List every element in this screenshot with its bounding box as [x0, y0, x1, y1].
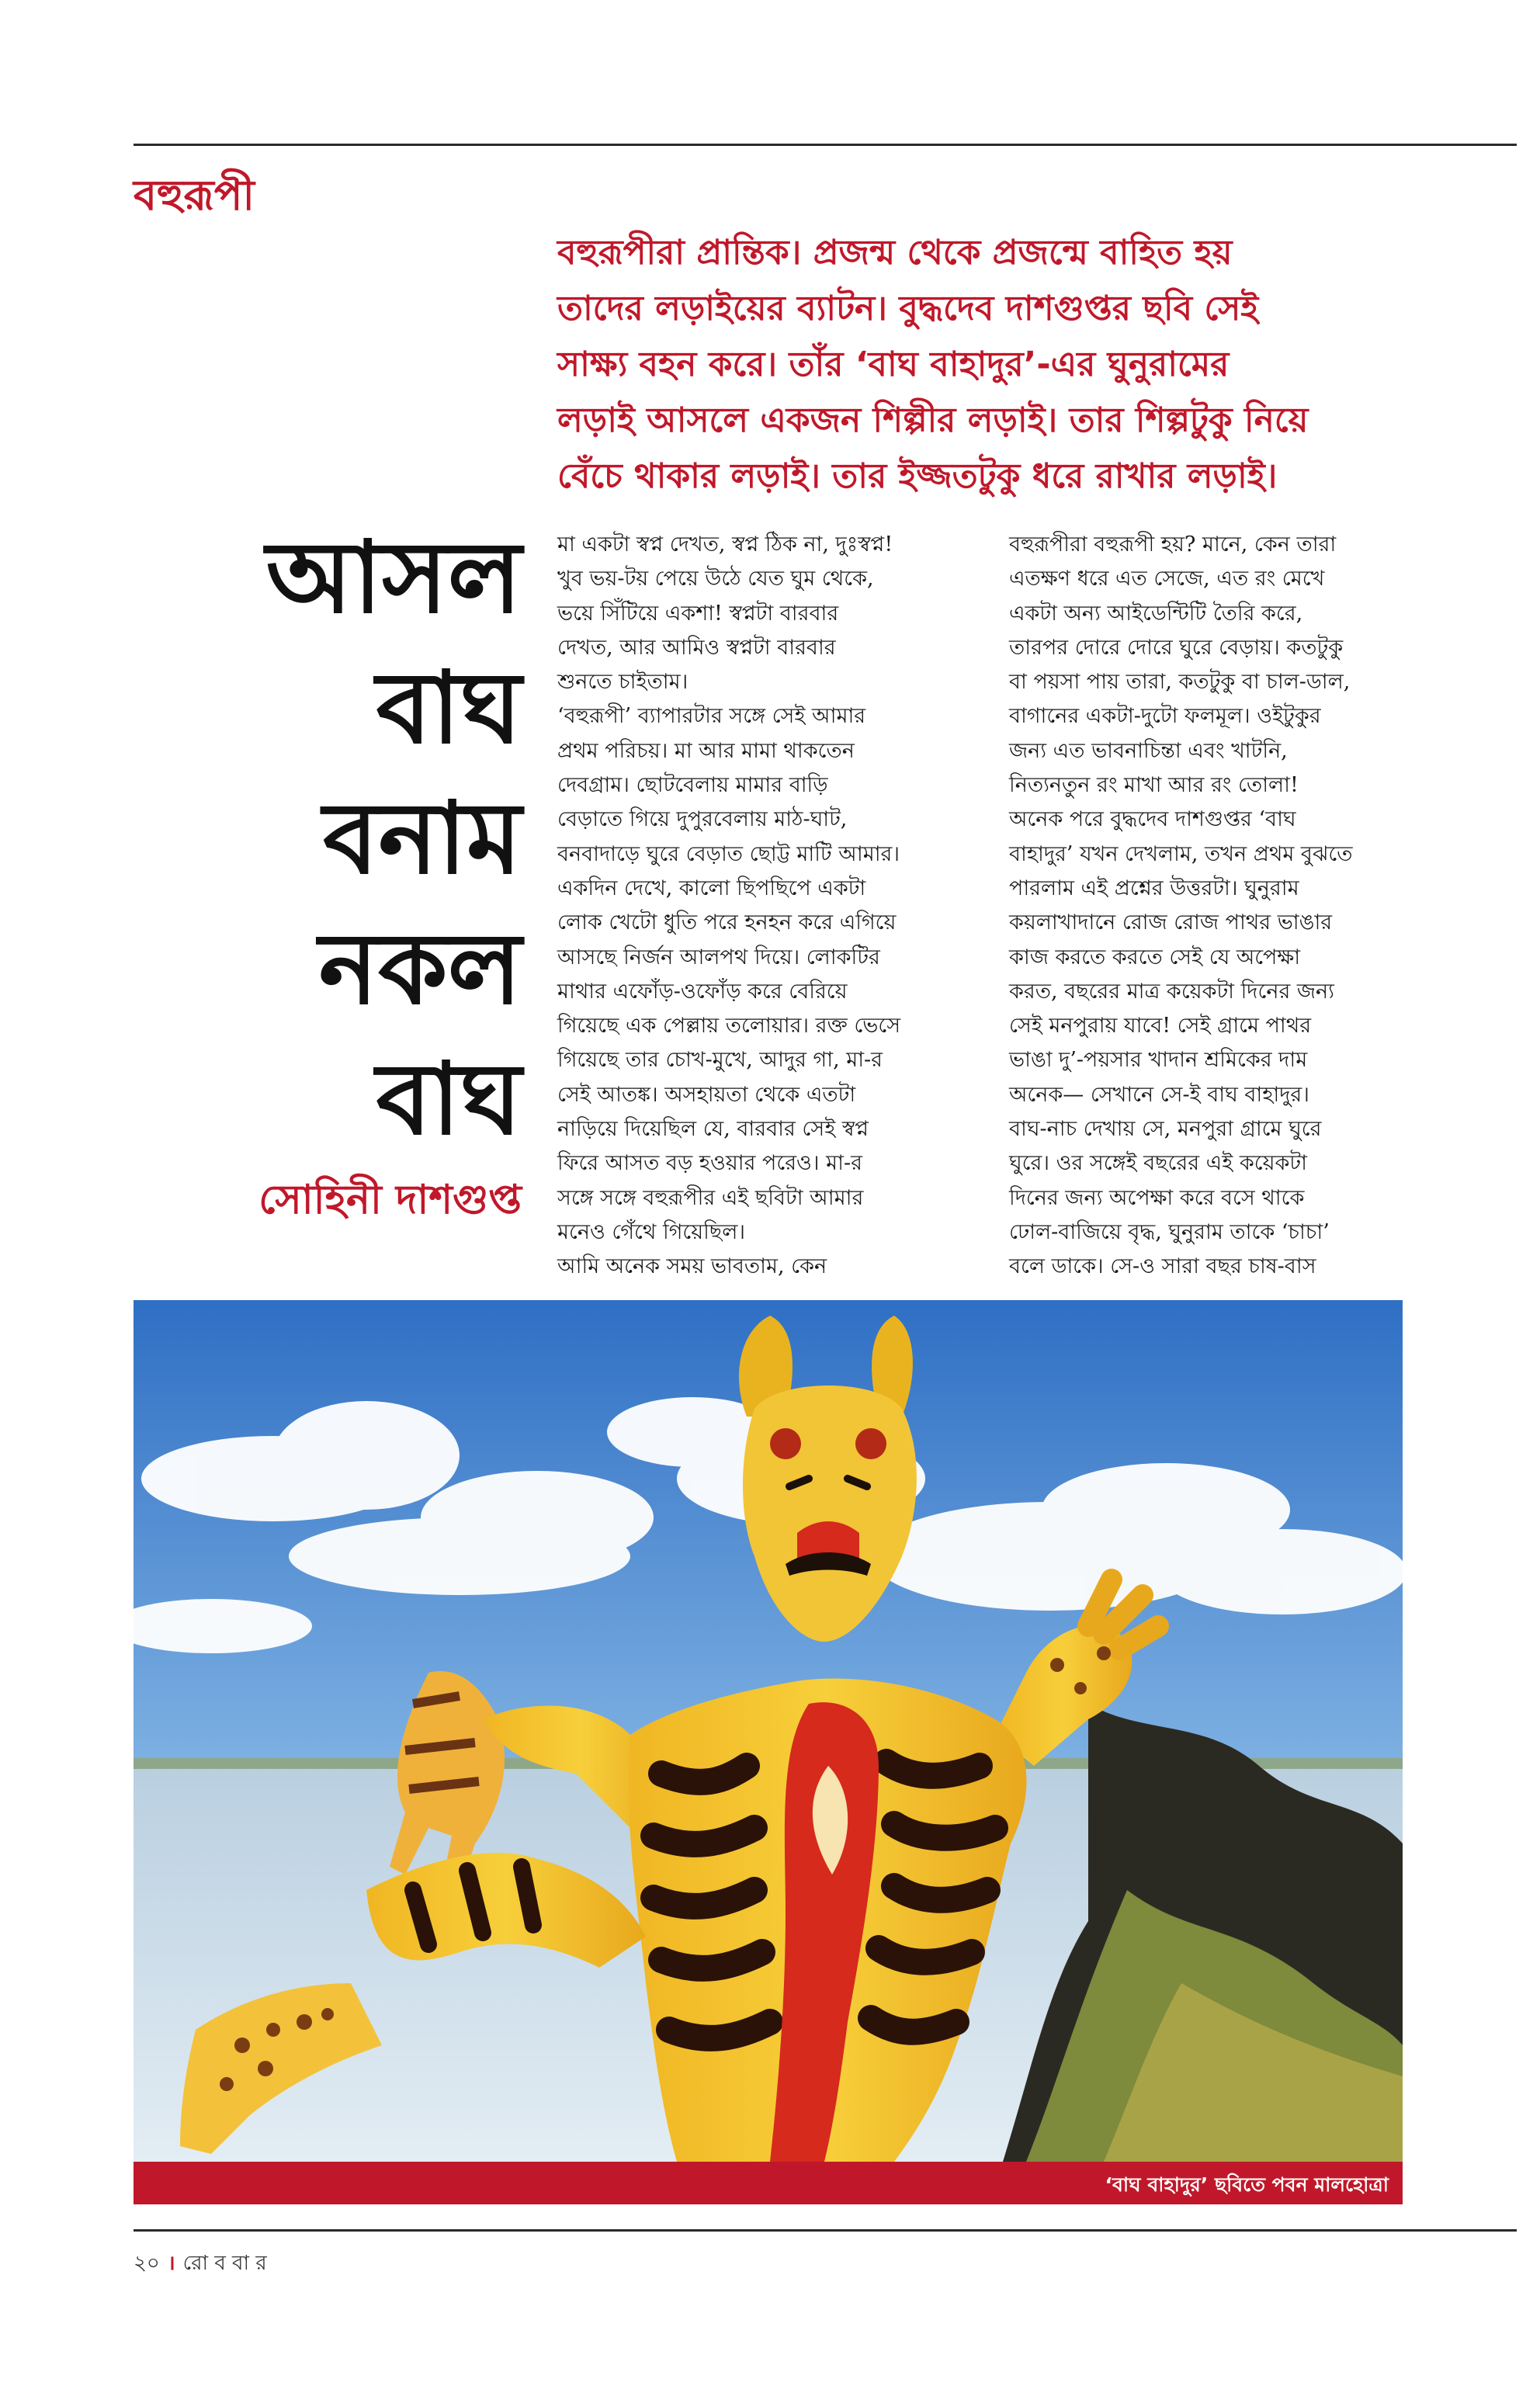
body-line: পারলাম এই প্রশ্নের উত্তরটা। ঘুনুরাম: [1009, 876, 1299, 900]
body-line: বহুরূপীরা বহুরূপী হয়? মানে, কেন তারা: [1009, 532, 1337, 557]
body-line: বেড়াতে গিয়ে দুপুরবেলায় মাঠ-ঘাট,: [557, 807, 848, 832]
body-line: গিয়েছে তার চোখ-মুখে, আদুর গা, মা-র: [557, 1048, 883, 1073]
film-still-photo: [134, 1300, 1403, 2162]
standfirst-line: বেঁচে থাকার লড়াই। তার ইজ্জতটুকু ধরে রাখার লড়াই।: [557, 456, 1278, 496]
top-rule: [134, 144, 1517, 146]
standfirst-line: তাদের লড়াইয়ের ব্যাটন। বুদ্ধদেব দাশগুপ্তর ছবি সেই: [557, 289, 1259, 328]
headline-line: বাঘ: [376, 1041, 522, 1157]
body-line: ঘুরে। ওর সঙ্গেই বছরের এই কয়েকটা: [1009, 1151, 1307, 1176]
body-line: অনেক— সেখানে সে-ই বাঘ বাহাদুর।: [1009, 1082, 1309, 1107]
photo-caption: ‘বাঘ বাহাদুর’ ছবিতে পবন মালহোত্রা: [1105, 2173, 1389, 2196]
body-line: ‘বহুরূপী’ ব্যাপারটার সঙ্গে সেই আমার: [557, 704, 866, 729]
body-line: কাজ করতে করতে সেই যে অপেক্ষা: [1009, 945, 1301, 969]
caption-bar: [134, 2162, 1403, 2204]
body-line: বলে ডাকে। সে-ও সারা বছর চাষ-বাস: [1009, 1254, 1316, 1279]
body-column-2: [1009, 528, 1428, 1285]
body-line: আমি অনেক সময় ভাবতাম, কেন: [557, 1254, 827, 1279]
body-line: জন্য এত ভাবনাচিন্তা এবং খাটনি,: [1009, 738, 1288, 763]
body-line: সঙ্গে সঙ্গে বহুরূপীর এই ছবিটা আমার: [557, 1185, 864, 1210]
footer-separator: ।: [167, 2252, 175, 2275]
body-line: নাড়িয়ে দিয়েছিল যে, বারবার সেই স্বপ্ন: [557, 1117, 869, 1142]
body-line: করত, বছরের মাত্র কয়েকটা দিনের জন্য: [1009, 979, 1334, 1004]
body-line: অনেক পরে বুদ্ধদেব দাশগুপ্তর ‘বাঘ: [1009, 807, 1296, 832]
body-line: নিত্যনতুন রং মাখা আর রং তোলা!: [1009, 773, 1299, 798]
body-line: তারপর দোরে দোরে ঘুরে বেড়ায়। কতটুকু: [1009, 635, 1344, 660]
body-line: দেবগ্রাম। ছোটবেলায় মামার বাড়ি: [557, 773, 828, 798]
body-line: বা পয়সা পায় তারা, কতটুকু বা চাল-ডাল,: [1009, 670, 1351, 695]
body-line: বনবাদাড়ে ঘুরে বেড়াত ছোট্ট মাটি আমার।: [557, 841, 900, 866]
byline: সোহিনী দাশগুপ্ত: [258, 1176, 522, 1223]
body-line: লোক খেটো ধুতি পরে হনহন করে এগিয়ে: [557, 910, 897, 935]
body-line: ফিরে আসত বড় হওয়ার পরেও। মা-র: [557, 1151, 862, 1176]
body-line: একদিন দেখে, কালো ছিপছিপে একটা: [557, 876, 866, 900]
body-line: কয়লাখাদানে রোজ রোজ পাথর ভাঙার: [1009, 910, 1333, 935]
body-line: আসছে নির্জন আলপথ দিয়ে। লোকটির: [557, 945, 880, 969]
body-line: খুব ভয়-টয় পেয়ে উঠে যেত ঘুম থেকে,: [557, 567, 874, 591]
section-label: বহুরূপী: [134, 170, 255, 220]
body-line: মাথার এফোঁড়-ওফোঁড় করে বেরিয়ে: [557, 979, 848, 1004]
standfirst: [557, 225, 1489, 505]
page-footer: [134, 2247, 267, 2281]
magazine-name: রো ব বা র: [182, 2252, 267, 2275]
standfirst-line: লড়াই আসলে একজন শিল্পীর লড়াই। তার শিল্পটুকু নিয়ে: [557, 401, 1309, 440]
body-line: বাঘ-নাচ দেখায় সে, মনপুরা গ্রামে ঘুরে: [1009, 1117, 1322, 1142]
headline-line: বাঘ: [376, 650, 522, 766]
body-line: একটা অন্য আইডেন্টিটি তৈরি করে,: [1009, 601, 1303, 626]
body-line: সেই মনপুরায় যাবে! সেই গ্রামে পাথর: [1009, 1014, 1312, 1039]
body-line: বাগানের একটা-দুটো ফলমূল। ওইটুকুর: [1009, 704, 1321, 729]
headline-line: বনাম: [323, 780, 522, 897]
headline: [134, 512, 522, 1164]
standfirst-line: সাক্ষ্য বহন করে। তাঁর ‘বাঘ বাহাদুর’-এর ঘুনুরামের: [557, 345, 1230, 384]
headline-line: আসল: [265, 519, 522, 636]
body-line: দিনের জন্য অপেক্ষা করে বসে থাকে: [1009, 1185, 1305, 1210]
tiger-dancer-illustration: [134, 1300, 1403, 2162]
bottom-rule: [134, 2229, 1517, 2232]
body-line: মনেও গেঁথে গিয়েছিল।: [557, 1219, 746, 1244]
body-line: এতক্ষণ ধরে এত সেজে, এত রং মেখে: [1009, 567, 1325, 591]
body-line: প্রথম পরিচয়। মা আর মামা থাকতেন: [557, 738, 855, 763]
body-line: ভাঙা দু’-পয়সার খাদান শ্রমিকের দাম: [1009, 1048, 1308, 1073]
page-number: ২০: [134, 2252, 160, 2275]
body-line: ঢোল-বাজিয়ে বৃদ্ধ, ঘুনুরাম তাকে ‘চাচা’: [1009, 1219, 1330, 1244]
body-line: গিয়েছে এক পেল্লায় তলোয়ার। রক্ত ভেসে: [557, 1014, 901, 1039]
standfirst-line: বহুরূপীরা প্রান্তিক। প্রজন্ম থেকে প্রজন্মে বাহিত হয়: [557, 233, 1233, 272]
body-column-1: [557, 528, 976, 1285]
body-line: মা একটা স্বপ্ন দেখত, স্বপ্ন ঠিক না, দুঃস্বপ্ন!: [557, 532, 893, 557]
body-line: সেই আতঙ্ক। অসহায়তা থেকে এতটা: [557, 1082, 856, 1107]
headline-line: নকল: [318, 910, 522, 1027]
body-line: ভয়ে সিঁটিয়ে একশা! স্বপ্নটা বারবার: [557, 601, 839, 626]
body-line: বাহাদুর’ যখন দেখলাম, তখন প্রথম বুঝতে: [1009, 841, 1353, 866]
body-line: দেখত, আর আমিও স্বপ্নটা বারবার: [557, 635, 836, 660]
body-line: শুনতে চাইতাম।: [557, 670, 688, 695]
